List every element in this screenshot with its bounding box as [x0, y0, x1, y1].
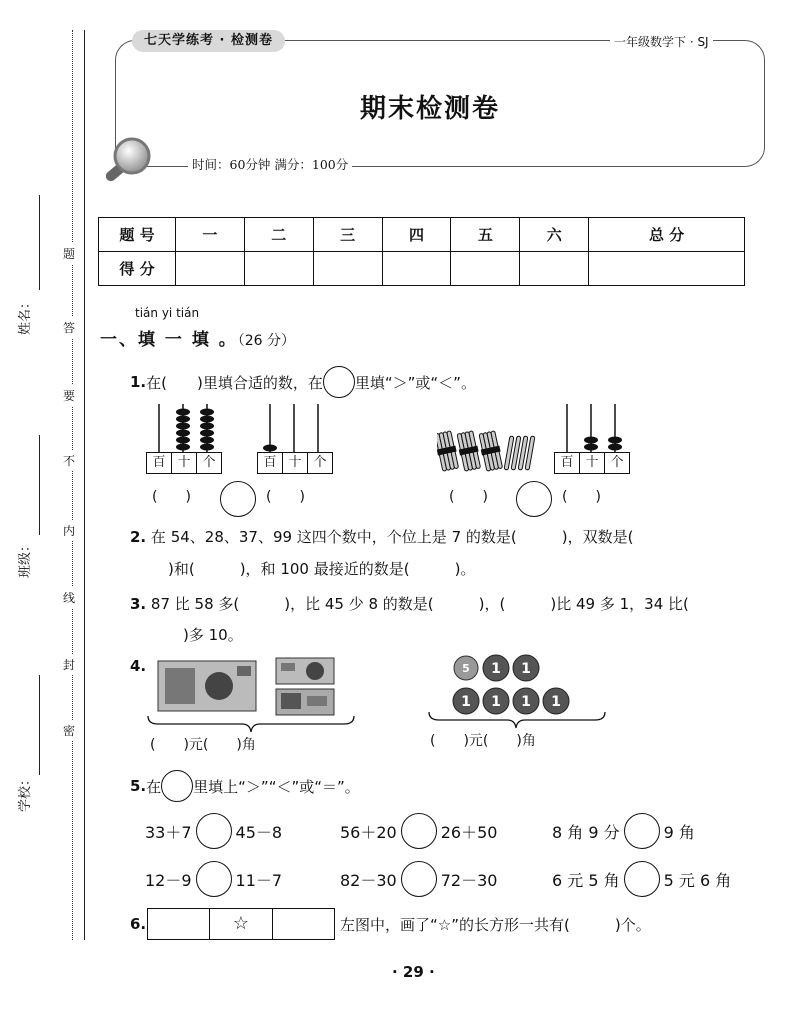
question-3-cont: )多 10。: [183, 626, 243, 644]
rectangle-cell: [148, 909, 210, 939]
compare-circle[interactable]: [624, 813, 660, 849]
place-value-labels: [146, 452, 221, 474]
question-number: 1.: [130, 373, 147, 391]
section-title-text: 一、填 一 填 。: [100, 330, 238, 350]
abacus-icon: [555, 402, 627, 454]
score-header-cell: 四: [382, 218, 451, 252]
coin-value: 1: [491, 661, 501, 677]
compare-circle[interactable]: [624, 861, 660, 897]
place-value-ones: 个: [307, 452, 333, 474]
score-header-cell: 二: [244, 218, 313, 252]
compare-left: 8 角 9 分: [552, 822, 620, 842]
place-value-labels: [257, 452, 332, 474]
fold-char: 密: [63, 720, 75, 741]
name-blank[interactable]: [39, 195, 40, 290]
question-text: 在: [146, 777, 162, 796]
compare-left: 82－30: [340, 870, 397, 890]
compare-item: [145, 813, 282, 849]
question-5: [130, 770, 360, 802]
compare-circle[interactable]: [196, 813, 232, 849]
compare-circle[interactable]: [196, 861, 232, 897]
star-icon: ☆: [210, 909, 272, 939]
name-label: 姓名：: [18, 295, 33, 335]
abacus-icon: [147, 402, 219, 454]
rectangle-strip: [147, 908, 335, 940]
score-header-cell: 六: [520, 218, 589, 252]
compare-right: 45－8: [235, 822, 283, 842]
place-value-tens: 十: [282, 452, 308, 474]
fold-char: 答: [63, 317, 75, 338]
compare-left: 33＋7: [145, 822, 192, 842]
answer-blank[interactable]: ( ): [152, 489, 191, 505]
place-value-tens: 十: [171, 452, 197, 474]
score-header-cell: 五: [451, 218, 520, 252]
place-value-ones: 个: [604, 452, 630, 474]
place-value-labels: [554, 452, 629, 474]
place-value-hundreds: 百: [554, 452, 580, 474]
compare-left: 6 元 5 角: [552, 870, 620, 890]
question-number: 3.: [130, 595, 147, 613]
answer-blank[interactable]: ( )元( )角: [150, 737, 256, 753]
rectangle-cell: [273, 909, 334, 939]
fold-dotted-line: [72, 30, 73, 940]
fold-char: 要: [63, 385, 75, 406]
class-label: 班级：: [18, 538, 33, 578]
compare-right: 72－30: [440, 870, 498, 890]
coin-value: 1: [521, 694, 531, 710]
compare-circle[interactable]: [401, 813, 437, 849]
coin-value: 1: [491, 694, 501, 710]
question-text: 左图中，画了“☆”的长方形一共有( )个。: [340, 916, 651, 934]
page-number: · 29 ·: [392, 963, 435, 981]
circle-blank-sample: [161, 770, 193, 802]
compare-circle[interactable]: [220, 481, 256, 517]
score-header-cell: 三: [313, 218, 382, 252]
score-table: [98, 217, 745, 286]
score-cell[interactable]: [520, 252, 589, 286]
score-cell[interactable]: [176, 252, 245, 286]
answer-blank[interactable]: ( ): [266, 489, 305, 505]
section-score: （26 分）: [237, 333, 296, 349]
compare-item: [552, 813, 695, 849]
compare-right: 11－7: [235, 870, 283, 890]
question-3: [130, 593, 689, 614]
compare-right: 5 元 6 角: [663, 870, 732, 890]
binding-solid-line: [84, 30, 85, 940]
compare-circle[interactable]: [401, 861, 437, 897]
place-value-ones: 个: [196, 452, 222, 474]
compare-item: [340, 813, 497, 849]
brace-icon: [146, 714, 356, 734]
series-label: 七天学练考 · 检测卷: [132, 30, 285, 52]
compare-circle[interactable]: [516, 481, 552, 517]
coin-value: 1: [461, 694, 471, 710]
answer-blank[interactable]: ( ): [449, 489, 488, 505]
score-cell[interactable]: [589, 252, 745, 286]
banknote-1-icon: [275, 657, 335, 685]
compare-right: 9 角: [663, 822, 695, 842]
fold-char: 题: [63, 243, 75, 264]
question-number: 6.: [130, 915, 147, 933]
question-text: 87 比 58 多( )，比 45 少 8 的数是( )，( )比 49 多 1，34 比(: [150, 595, 689, 613]
fold-char: 线: [63, 587, 75, 608]
section-title: [100, 325, 295, 350]
question-text: 里填上“＞”“＜”或“＝”。: [193, 777, 360, 796]
score-row-label: 得 分: [99, 252, 176, 286]
coin-value: 1: [551, 694, 561, 710]
circle-blank-sample: [323, 366, 355, 398]
coin-value: 5: [462, 662, 470, 675]
answer-blank[interactable]: ( )元( )角: [430, 733, 536, 749]
question-number: 2.: [130, 528, 147, 546]
fold-char: 封: [63, 654, 75, 675]
compare-right: 26＋50: [440, 822, 498, 842]
coin-value: 1: [521, 661, 531, 677]
time-info: 时间：60分钟 满分：100分: [188, 155, 352, 173]
place-value-hundreds: 百: [257, 452, 283, 474]
banknote-10-icon: [157, 660, 257, 712]
compare-item: [145, 861, 282, 897]
score-cell[interactable]: [313, 252, 382, 286]
score-header-cell: 一: [176, 218, 245, 252]
question-number: 4.: [130, 657, 147, 675]
class-blank[interactable]: [39, 435, 40, 535]
magnifier-icon: [102, 136, 162, 191]
school-blank[interactable]: [39, 675, 40, 775]
question-2-cont: )和( )，和 100 最接近的数是( )。: [168, 560, 476, 578]
stick-bundles-icon: [437, 428, 537, 474]
question-2: [130, 526, 633, 547]
score-cell[interactable]: [382, 252, 451, 286]
place-value-tens: 十: [579, 452, 605, 474]
question-1: [130, 366, 476, 398]
fold-char: 内: [63, 520, 75, 541]
answer-blank[interactable]: ( ): [562, 489, 601, 505]
question-number: 5.: [130, 777, 147, 795]
score-header-cell: 题 号: [99, 218, 176, 252]
question-text: 在( )里填合适的数，在: [146, 373, 323, 392]
abacus-icon: [258, 402, 330, 454]
score-cell[interactable]: [244, 252, 313, 286]
section-pinyin: tián yi tián: [135, 306, 200, 320]
banknote-jiao-icon: [275, 688, 335, 716]
compare-item: [552, 861, 731, 897]
compare-left: 12－9: [145, 870, 192, 890]
place-value-hundreds: 百: [146, 452, 172, 474]
brace-icon: [427, 710, 607, 730]
score-cell[interactable]: [451, 252, 520, 286]
question-text: 在 54、28、37、99 这四个数中，个位上是 7 的数是( )，双数是(: [150, 528, 634, 546]
compare-item: [340, 861, 497, 897]
question-text: 里填“＞”或“＜”。: [354, 373, 476, 392]
compare-left: 56＋20: [340, 822, 397, 842]
grade-label: 一年级数学下 · SJ: [610, 33, 713, 50]
page-title: 期末检测卷: [360, 94, 501, 124]
score-header-cell: 总 分: [589, 218, 745, 252]
fold-char: 不: [63, 450, 75, 471]
school-label: 学校：: [18, 772, 33, 812]
